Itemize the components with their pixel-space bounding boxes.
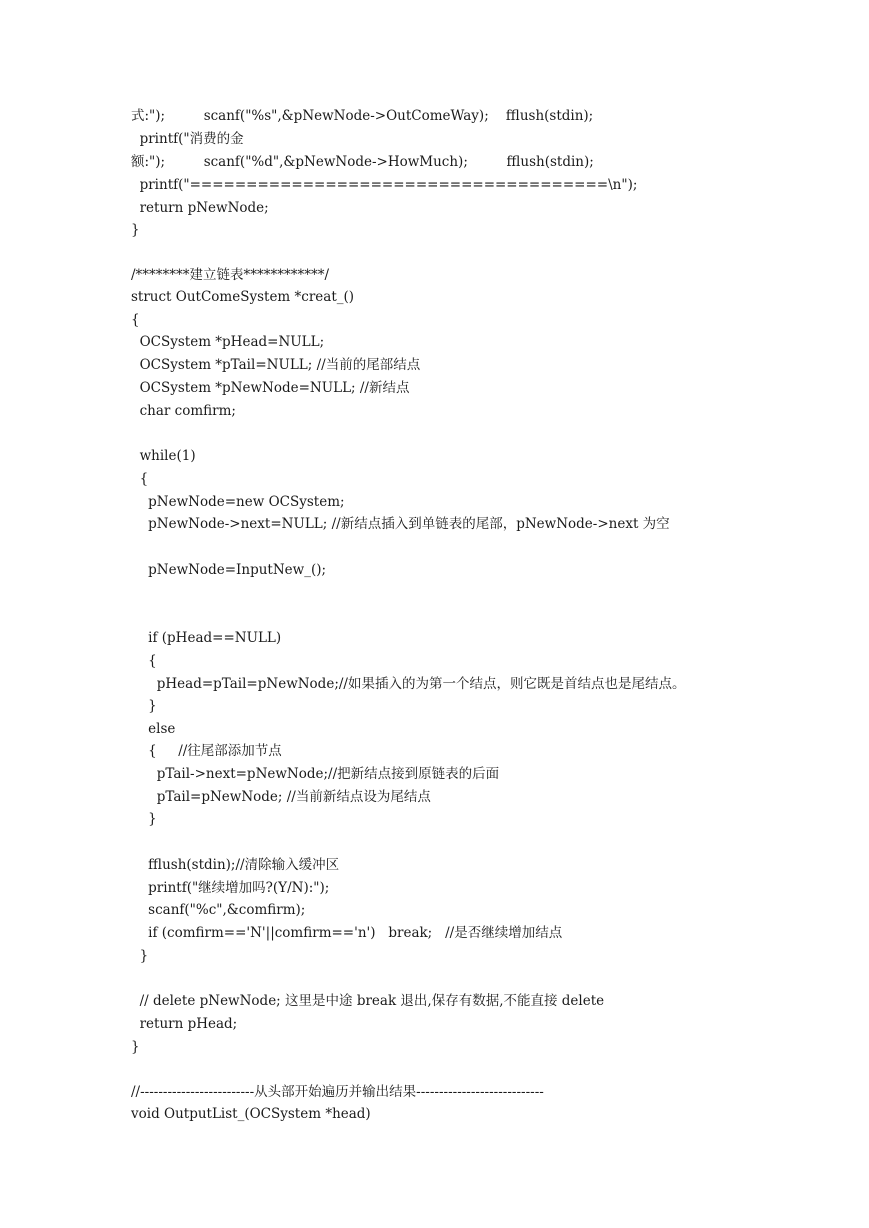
code-line: } bbox=[131, 811, 157, 827]
code-line: printf("消费的金 bbox=[131, 131, 244, 147]
code-line: else bbox=[131, 721, 176, 737]
code-line: { //往尾部添加节点 bbox=[131, 743, 282, 759]
code-line: OCSystem *pHead=NULL; bbox=[131, 334, 325, 350]
code-line: { bbox=[131, 312, 140, 328]
code-line: if (pHead==NULL) bbox=[131, 630, 282, 646]
code-line: { bbox=[131, 653, 157, 669]
code-line: pNewNode=new OCSystem; bbox=[131, 494, 345, 510]
code-line: pTail=pNewNode; //当前新结点设为尾结点 bbox=[131, 789, 431, 805]
code-line: pTail->next=pNewNode;//把新结点接到原链表的后面 bbox=[131, 766, 500, 782]
code-line: printf("继续增加吗?(Y/N):"); bbox=[131, 880, 330, 896]
code-line: OCSystem *pTail=NULL; //当前的尾部结点 bbox=[131, 357, 421, 373]
code-line: if (comfirm=='N'||comfirm=='n') break; //是否继续增加结点 bbox=[131, 925, 563, 941]
code-line: printf("=====================================\n"); bbox=[131, 177, 638, 193]
code-line: } bbox=[131, 1039, 140, 1055]
code-line: pNewNode->next=NULL; //新结点插入到单链表的尾部，pNewNode->next 为空 bbox=[131, 516, 670, 532]
code-line: scanf("%c",&comfirm); bbox=[131, 902, 306, 918]
code-line: // delete pNewNode; 这里是中途 break 退出,保存有数据,不能直接 delete bbox=[131, 993, 605, 1009]
code-line: fflush(stdin);//清除输入缓冲区 bbox=[131, 857, 340, 873]
code-line: } bbox=[131, 698, 157, 714]
code-line: return pHead; bbox=[131, 1016, 238, 1032]
code-line: //-------------------------从头部开始遍历并输出结果---------------------------- bbox=[131, 1084, 544, 1100]
code-line: pHead=pTail=pNewNode;//如果插入的为第一个结点，则它既是首结点也是尾结点。 bbox=[131, 676, 686, 692]
code-line: { bbox=[131, 471, 149, 487]
code-line: void OutputList_(OCSystem *head) bbox=[131, 1106, 371, 1122]
code-line: } bbox=[131, 948, 149, 964]
code-line: char comfirm; bbox=[131, 403, 236, 419]
code-line: 额:"); scanf("%d",&pNewNode->HowMuch); fflush(stdin); bbox=[131, 154, 594, 170]
code-line: 式:"); scanf("%s",&pNewNode->OutComeWay); fflush(stdin); bbox=[131, 108, 594, 124]
code-line: OCSystem *pNewNode=NULL; //新结点 bbox=[131, 380, 410, 396]
code-line: pNewNode=InputNew_(); bbox=[131, 562, 327, 578]
code-line: struct OutComeSystem *creat_() bbox=[131, 289, 355, 305]
code-line: while(1) bbox=[131, 448, 196, 464]
code-line: return pNewNode; bbox=[131, 200, 269, 216]
code-line: } bbox=[131, 222, 140, 238]
code-line: /********建立链表************/ bbox=[131, 267, 330, 283]
